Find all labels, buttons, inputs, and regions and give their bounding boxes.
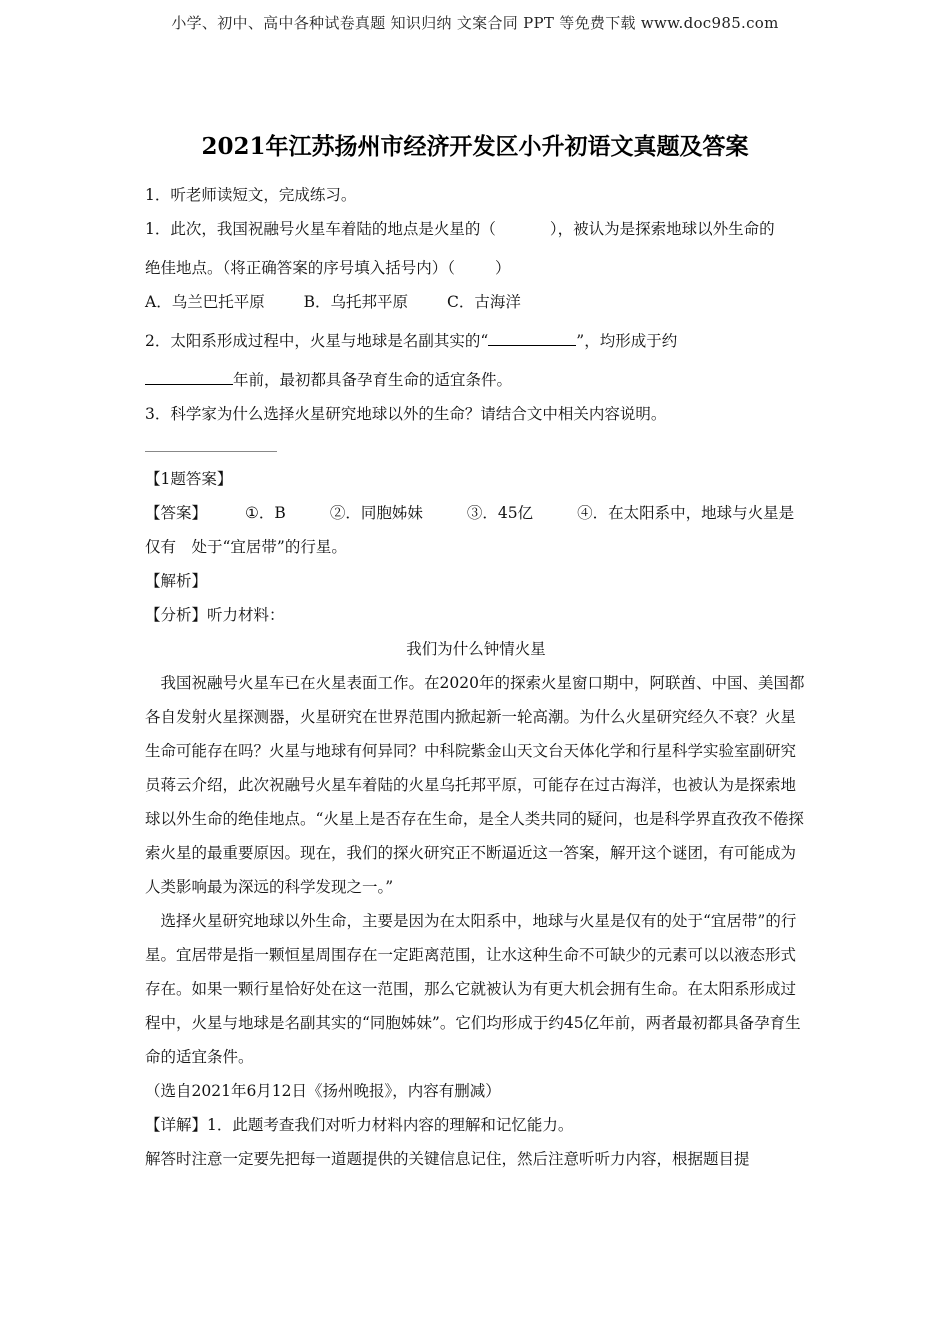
question-1-line2-text-a: 绝佳地点。（将正确答案的序号填入括号内）（: [145, 259, 456, 277]
question-intro: 1．听老师读短文，完成练习。: [145, 186, 357, 204]
question-1-line2: [145, 251, 807, 285]
option-c: C．古海洋: [446, 293, 521, 311]
option-b: B．乌托邦平原: [303, 293, 409, 311]
question-2-line2-text: 年前，最初都具备孕育生命的适宜条件。: [233, 371, 513, 389]
answer-blank-paren-2: [455, 253, 495, 273]
answer-4-continued: 仅有 处于“宜居带”的行星。: [145, 538, 347, 556]
document-title: 2021年江苏扬州市经济开发区小升初语文真题及答案: [201, 133, 749, 160]
passage-paragraph-1: 我国祝融号火星车已在火星表面工作。在2020年的探索火星窗口期中，阿联酋、中国、美国都各自发射火星探测器，火星研究在世界范围内掀起新一轮高潮。为什么火星研究经久不衰？火星生命可能存在吗？火星与地球有何异同？中科院紫金山天文台天体化学和行星科学实验室副研究员蒋云介绍，此次祝融号火星车着陆的火星乌托邦平原，可能存在过古海洋，也被认为是探索地球以外生命的绝佳地点。“火星上是否存在生命，是全人类共同的疑问，也是科学界直孜孜不倦探索火星的最重要原因。现在，我们的探火研究正不断逼近这一答案，解开这个谜团，有可能成为人类影响最为深远的科学发现之一。”: [145, 674, 805, 896]
answer-4: ④．在太阳系中，地球与火星是: [577, 504, 795, 522]
answer-blank-paren: [496, 214, 550, 234]
question-1-line2-text-b: ）: [495, 259, 511, 277]
question-2-text-a: 2．太阳系形成过程中，火星与地球是名副其实的“: [145, 332, 489, 350]
answer-divider: [145, 451, 277, 452]
answer-row: [145, 496, 807, 530]
question-1-text-a: 1．此次，我国祝融号火星车着陆的地点是火星的（: [145, 220, 496, 238]
question-2-text-b: ”，均形成于约: [576, 332, 678, 350]
passage-paragraph-2: 选择火星研究地球以外生命，主要是因为在太阳系中，地球与火星是仅有的处于“宜居带”的行星。宜居带是指一颗恒星周围存在一定距离范围，让水这种生命不可缺少的元素可以以液态形式存在。如果一颗行星恰好处在这一范围，那么它就被认为有更大机会拥有生命。在太阳系形成过程中，火星与地球是名副其实的“同胞姊妹”。它们均形成于约45亿年前，两者最初都具备孕育生命的适宜条件。: [145, 912, 801, 1066]
answer-blank-line: [488, 325, 576, 346]
answer-blank-line-2: [145, 364, 233, 385]
detail-line-2: 解答时注意一定要先把每一道题提供的关键信息记住，然后注意听听力内容，根据题目提: [145, 1150, 750, 1168]
question-3: 3．科学家为什么选择火星研究地球以外的生命？请结合文中相关内容说明。: [145, 405, 667, 423]
answer-label: 【答案】: [145, 504, 208, 522]
analysis-label: 【解析】: [145, 572, 208, 590]
passage-source: （选自2021年6月12日《扬州晚报》，内容有删减）: [145, 1082, 501, 1100]
option-a: A．乌兰巴托平原: [145, 293, 265, 311]
answer-2: ②．同胞姊妹: [329, 504, 423, 522]
question-1-text-b: ），被认为是探索地球以外生命的: [549, 220, 775, 238]
detail-line-1: 【详解】1．此题考查我们对听力材料内容的理解和记忆能力。: [145, 1116, 574, 1134]
page-header: 小学、初中、高中各种试卷真题 知识归纳 文案合同 PPT 等免费下载 www.doc985.com: [171, 14, 779, 32]
question-1: [145, 212, 807, 246]
answer-1: ①．B: [245, 504, 286, 522]
question-2-line2: [145, 363, 807, 397]
question-1-options: [145, 285, 807, 319]
document-body: [145, 178, 807, 1176]
analysis-intro: 【分析】听力材料：: [145, 606, 285, 624]
answer-3: ③．45亿: [466, 504, 534, 522]
question-2: [145, 324, 807, 358]
answer-heading: 【1题答案】: [145, 470, 233, 488]
passage-title: 我们为什么钟情火星: [406, 640, 546, 658]
